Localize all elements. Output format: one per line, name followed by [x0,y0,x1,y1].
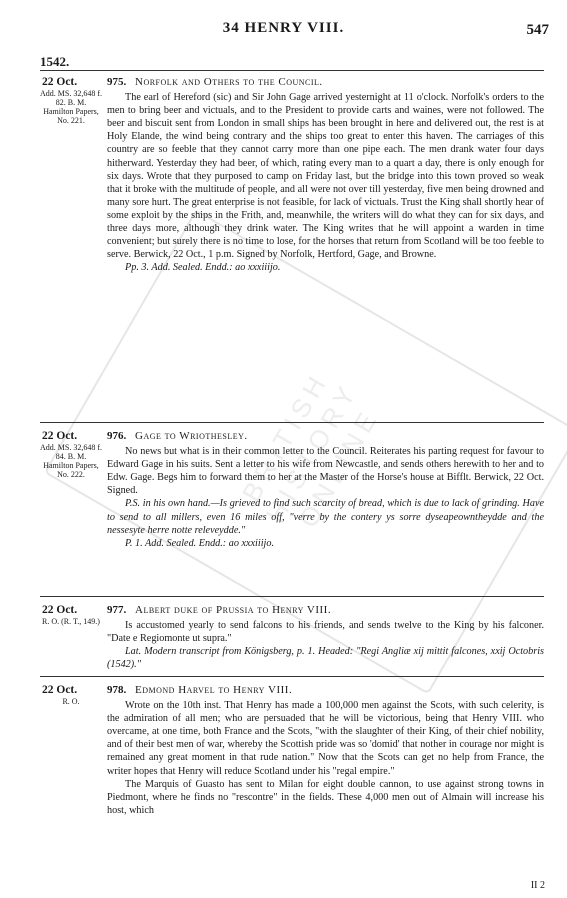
entry-body [107,76,544,274]
entry-note: Pp. 3. Add. Sealed. Endd.: ao xxxiiijo. [125,262,281,274]
entry-text: No news but what is in their common letter to the Council. Reiterates his parting request for favour to Edward Gage in his suits. Sent a letter to his wife from Newcastle, and sends others herewith to her and to Edw. Gage. Begs him to forward them to her at the Master of the Horse's house at Bifflt. Berwick, 22 Oct. Signed. [107,446,544,497]
page-number: 547 [526,22,549,38]
entry-note: Lat. Modern transcript from Königsberg, p. 1. Headed: "Regi Angliæ xij mittit falcones, xxij Octobris (1542)." [107,646,544,671]
entry-body [107,430,544,550]
entry-source: Add. MS. 32,648 f. 84. B. M. Hamilton Papers, No. 222. [40,443,103,480]
running-head [0,20,567,40]
watermark: BRITISH HISTORY ONLINE [44,209,567,694]
entry-body [107,684,544,817]
entry-margin [40,684,102,706]
entry-source: Add. MS. 32,648 f. 82. B. M. Hamilton Papers, No. 221. [40,89,103,126]
entry-text: The earl of Hereford (sic) and Sir John Gage arrived yesternight at 11 o'clock. Norfolk's orders to the men to bring beer and victuals, and to the President to provide carts and waines, were not followed. The beer and biscuit sent from London in small ships has been brought in here and delivered out, the rest is at Holy Elande, the wind being contrary and the ships too great to enter this haven. The carriages of this country are so feeble that they cannot carry more than one pipe each. The men drank water four days hitherward. Yesterday they had beer, of which, rating every man to a quart a day, there is only enough for six days. Wrote that they purposed to camp on Friday last, but the bridge into this town proved so weak that it broke with the multitude of people, and all were not over till yesterday, five men being drowned and many sore hurt. The great enterprise is not feasible, for lack of victuals. Trust the King shall shortly hear of some exploit by the ships in the Frith, and, meanwhile, the writers will do what they can for six days, and three days more, although they drink water. The King writes that he will appoint a warden in time convenient; but surely there is no time to lose, for the horses that return from Scotland will be too feeble to serve. Berwick, 22 Oct., 1 p.m. Signed by Norfolk, Hertford, Gage, and Browne. [107,92,544,261]
entry-note: P.S. in his own hand.—Is grieved to find such scarcity of bread, which is due to lack of grinding. Have to send to all millers, even 16 miles off, "verre by the contery ys sorre dyseapeowntheydde and the nessesyte herre notte releveydde." [107,498,544,536]
entry-date: 22 Oct. [42,430,78,442]
entry-text: Wrote on the 10th inst. That Henry has made a 100,000 men against the Scots, with such celerity, is the admiration of all men; who are persuaded that he will be victorious, being that Henry VIII. who overcame, at one time, both France and the Scots, "with the slaughter of their King, of their chief nobility, and of their best men of war, whereby the Scottish pride was so 'domid' that nother in courage nor might is remained any great moment in that rude nation." Now that the Scots can get no help from France, the writer hopes that Henry will reduce Scotland under his "regal empire." [107,700,544,777]
entry-heading [107,604,544,617]
entry-title: Norfolk and Others to the Council. [135,76,323,88]
signature-mark: II 2 [530,880,545,891]
entry-source: R. O. [62,697,80,707]
entry-title: Albert duke of Prussia to Henry VIII. [135,604,332,616]
entry-heading [107,684,544,697]
entry-number: 977. [107,604,127,616]
entry-margin [40,430,102,479]
entry-margin [40,76,102,125]
entry-source: R. O. (R. T., 149.) [42,617,100,627]
running-head-title: 34 HENRY VIII. [222,20,345,36]
entry-title: Edmond Harvel to Henry VIII. [135,684,293,696]
entry-date: 22 Oct. [42,76,78,88]
entry-date: 22 Oct. [42,684,78,696]
entry-margin [40,604,102,626]
entry-number: 978. [107,684,127,696]
entry-date: 22 Oct. [42,604,78,616]
divider [40,676,544,677]
entry-heading [107,430,544,443]
entry-text-continued: The Marquis of Guasto has sent to Milan for eight double cannon, to use against strong towns in Piedmont, where he finds no "rescontre" in the fields. These 4,000 men out of Almain will increase his host, which [107,778,544,816]
divider [40,422,544,423]
entry-text: Is accustomed yearly to send falcons to his friends, and sends twelve to the King by his falconer. "Date e Regiomonte ut supra." [107,620,544,645]
entry-heading [107,76,544,89]
divider [40,70,544,71]
entry-body [107,604,544,671]
entry-note: P. 1. Add. Sealed. Endd.: ao xxxiiijo. [125,537,275,549]
divider [40,596,544,597]
entry-number: 975. [107,76,127,88]
year-label: 1542. [40,54,70,69]
entry-number: 976. [107,430,127,442]
entry-title: Gage to Wriothesley. [135,430,248,442]
